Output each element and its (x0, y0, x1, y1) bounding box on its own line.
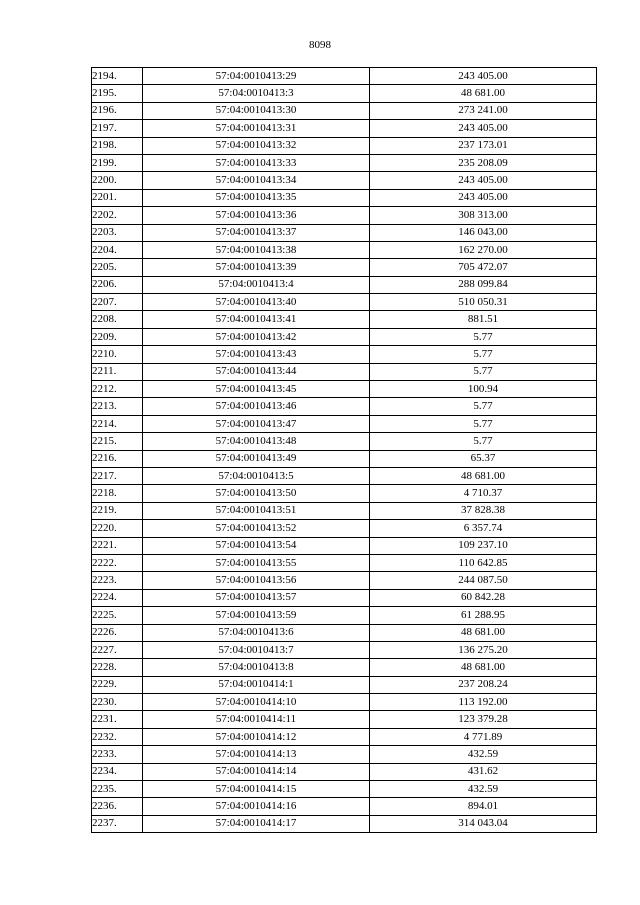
row-number-cell: 2209. (92, 328, 143, 345)
value-cell: 48 681.00 (370, 624, 597, 641)
table-row (92, 311, 597, 328)
table-row (92, 659, 597, 676)
cadastral-number-cell: 57:04:0010413:32 (143, 137, 370, 154)
page-number: 8098 (309, 39, 331, 51)
row-number-cell: 2224. (92, 589, 143, 606)
cadastral-number-cell: 57:04:0010413:6 (143, 624, 370, 641)
row-number-cell: 2196. (92, 102, 143, 119)
value-cell: 65.37 (370, 450, 597, 467)
cadastral-number-cell: 57:04:0010413:57 (143, 589, 370, 606)
row-number-cell: 2205. (92, 259, 143, 276)
value-cell: 60 842.28 (370, 589, 597, 606)
value-cell: 243 405.00 (370, 68, 597, 85)
row-number-cell: 2222. (92, 554, 143, 571)
value-cell: 4 771.89 (370, 728, 597, 745)
table-row (92, 346, 597, 363)
table-row (92, 294, 597, 311)
table-row (92, 572, 597, 589)
value-cell: 5.77 (370, 415, 597, 432)
cadastral-number-cell: 57:04:0010413:40 (143, 294, 370, 311)
row-number-cell: 2225. (92, 607, 143, 624)
row-number-cell: 2200. (92, 172, 143, 189)
value-cell: 136 275.20 (370, 641, 597, 658)
value-cell: 5.77 (370, 363, 597, 380)
row-number-cell: 2221. (92, 537, 143, 554)
row-number-cell: 2204. (92, 241, 143, 258)
cadastral-number-cell: 57:04:0010413:48 (143, 433, 370, 450)
row-number-cell: 2210. (92, 346, 143, 363)
row-number-cell: 2237. (92, 815, 143, 832)
table-row (92, 120, 597, 137)
cadastral-number-cell: 57:04:0010413:54 (143, 537, 370, 554)
cadastral-value-table (91, 67, 597, 833)
table-row (92, 520, 597, 537)
cadastral-number-cell: 57:04:0010413:4 (143, 276, 370, 293)
cadastral-number-cell: 57:04:0010413:38 (143, 241, 370, 258)
value-cell: 123 379.28 (370, 711, 597, 728)
cadastral-number-cell: 57:04:0010414:11 (143, 711, 370, 728)
value-cell: 237 173.01 (370, 137, 597, 154)
value-cell: 288 099.84 (370, 276, 597, 293)
table-row (92, 207, 597, 224)
table-row (92, 624, 597, 641)
table-row (92, 381, 597, 398)
table-row (92, 450, 597, 467)
value-cell: 5.77 (370, 433, 597, 450)
table-row (92, 607, 597, 624)
cadastral-number-cell: 57:04:0010413:47 (143, 415, 370, 432)
table-row (92, 641, 597, 658)
value-cell: 6 357.74 (370, 520, 597, 537)
row-number-cell: 2220. (92, 520, 143, 537)
cadastral-number-cell: 57:04:0010414:10 (143, 694, 370, 711)
cadastral-number-cell: 57:04:0010413:52 (143, 520, 370, 537)
cadastral-number-cell: 57:04:0010413:51 (143, 502, 370, 519)
row-number-cell: 2199. (92, 154, 143, 171)
value-cell: 5.77 (370, 346, 597, 363)
row-number-cell: 2230. (92, 694, 143, 711)
table-row (92, 815, 597, 832)
cadastral-number-cell: 57:04:0010413:35 (143, 189, 370, 206)
table-row (92, 102, 597, 119)
table-row (92, 554, 597, 571)
value-cell: 705 472.07 (370, 259, 597, 276)
value-cell: 894.01 (370, 798, 597, 815)
value-cell: 61 288.95 (370, 607, 597, 624)
row-number-cell: 2195. (92, 85, 143, 102)
table-row (92, 241, 597, 258)
row-number-cell: 2197. (92, 120, 143, 137)
value-cell: 5.77 (370, 328, 597, 345)
cadastral-number-cell: 57:04:0010413:59 (143, 607, 370, 624)
cadastral-number-cell: 57:04:0010413:34 (143, 172, 370, 189)
row-number-cell: 2212. (92, 381, 143, 398)
value-cell: 243 405.00 (370, 189, 597, 206)
table-row (92, 398, 597, 415)
cadastral-number-cell: 57:04:0010413:37 (143, 224, 370, 241)
cadastral-number-cell: 57:04:0010413:43 (143, 346, 370, 363)
row-number-cell: 2201. (92, 189, 143, 206)
table-row (92, 485, 597, 502)
cadastral-number-cell: 57:04:0010413:29 (143, 68, 370, 85)
row-number-cell: 2235. (92, 781, 143, 798)
cadastral-number-cell: 57:04:0010413:33 (143, 154, 370, 171)
value-cell: 110 642.85 (370, 554, 597, 571)
cadastral-number-cell: 57:04:0010413:41 (143, 311, 370, 328)
cadastral-number-cell: 57:04:0010413:7 (143, 641, 370, 658)
cadastral-number-cell: 57:04:0010414:1 (143, 676, 370, 693)
row-number-cell: 2219. (92, 502, 143, 519)
value-cell: 109 237.10 (370, 537, 597, 554)
row-number-cell: 2234. (92, 763, 143, 780)
value-cell: 100.94 (370, 381, 597, 398)
value-cell: 235 208.09 (370, 154, 597, 171)
value-cell: 113 192.00 (370, 694, 597, 711)
table-row (92, 154, 597, 171)
table-row (92, 68, 597, 85)
cadastral-number-cell: 57:04:0010413:49 (143, 450, 370, 467)
row-number-cell: 2215. (92, 433, 143, 450)
cadastral-number-cell: 57:04:0010413:45 (143, 381, 370, 398)
table-row (92, 711, 597, 728)
value-cell: 432.59 (370, 746, 597, 763)
row-number-cell: 2216. (92, 450, 143, 467)
cadastral-number-cell: 57:04:0010413:36 (143, 207, 370, 224)
cadastral-number-cell: 57:04:0010413:55 (143, 554, 370, 571)
row-number-cell: 2211. (92, 363, 143, 380)
row-number-cell: 2228. (92, 659, 143, 676)
cadastral-number-cell: 57:04:0010413:42 (143, 328, 370, 345)
cadastral-number-cell: 57:04:0010413:31 (143, 120, 370, 137)
value-cell: 881.51 (370, 311, 597, 328)
row-number-cell: 2203. (92, 224, 143, 241)
value-cell: 432.59 (370, 781, 597, 798)
table-row (92, 763, 597, 780)
table-row (92, 781, 597, 798)
value-cell: 48 681.00 (370, 659, 597, 676)
cadastral-number-cell: 57:04:0010414:12 (143, 728, 370, 745)
value-cell: 314 043.04 (370, 815, 597, 832)
value-cell: 4 710.37 (370, 485, 597, 502)
cadastral-number-cell: 57:04:0010414:13 (143, 746, 370, 763)
cadastral-number-cell: 57:04:0010414:17 (143, 815, 370, 832)
row-number-cell: 2202. (92, 207, 143, 224)
table-row (92, 328, 597, 345)
cadastral-number-cell: 57:04:0010413:39 (143, 259, 370, 276)
cadastral-number-cell: 57:04:0010413:44 (143, 363, 370, 380)
cadastral-number-cell: 57:04:0010414:14 (143, 763, 370, 780)
row-number-cell: 2213. (92, 398, 143, 415)
value-cell: 146 043.00 (370, 224, 597, 241)
value-cell: 48 681.00 (370, 467, 597, 484)
row-number-cell: 2236. (92, 798, 143, 815)
row-number-cell: 2231. (92, 711, 143, 728)
row-number-cell: 2226. (92, 624, 143, 641)
table-row (92, 189, 597, 206)
table-row (92, 467, 597, 484)
cadastral-number-cell: 57:04:0010414:16 (143, 798, 370, 815)
cadastral-number-cell: 57:04:0010414:15 (143, 781, 370, 798)
table-row (92, 798, 597, 815)
table-row (92, 276, 597, 293)
value-cell: 237 208.24 (370, 676, 597, 693)
row-number-cell: 2227. (92, 641, 143, 658)
row-number-cell: 2214. (92, 415, 143, 432)
table-row (92, 746, 597, 763)
value-cell: 244 087.50 (370, 572, 597, 589)
row-number-cell: 2217. (92, 467, 143, 484)
row-number-cell: 2229. (92, 676, 143, 693)
table-row (92, 676, 597, 693)
cadastral-number-cell: 57:04:0010413:50 (143, 485, 370, 502)
row-number-cell: 2206. (92, 276, 143, 293)
value-cell: 48 681.00 (370, 85, 597, 102)
row-number-cell: 2207. (92, 294, 143, 311)
table-row (92, 694, 597, 711)
value-cell: 308 313.00 (370, 207, 597, 224)
value-cell: 510 050.31 (370, 294, 597, 311)
cadastral-number-cell: 57:04:0010413:46 (143, 398, 370, 415)
row-number-cell: 2218. (92, 485, 143, 502)
row-number-cell: 2232. (92, 728, 143, 745)
cadastral-number-cell: 57:04:0010413:8 (143, 659, 370, 676)
value-cell: 37 828.38 (370, 502, 597, 519)
table-row (92, 172, 597, 189)
table-row (92, 415, 597, 432)
table-row (92, 224, 597, 241)
value-cell: 243 405.00 (370, 120, 597, 137)
value-cell: 273 241.00 (370, 102, 597, 119)
cadastral-number-cell: 57:04:0010413:3 (143, 85, 370, 102)
value-cell: 162 270.00 (370, 241, 597, 258)
table-row (92, 85, 597, 102)
table-row (92, 137, 597, 154)
row-number-cell: 2223. (92, 572, 143, 589)
cadastral-number-cell: 57:04:0010413:56 (143, 572, 370, 589)
table-row (92, 363, 597, 380)
value-cell: 431.62 (370, 763, 597, 780)
table-row (92, 433, 597, 450)
row-number-cell: 2233. (92, 746, 143, 763)
table-row (92, 728, 597, 745)
row-number-cell: 2198. (92, 137, 143, 154)
value-cell: 5.77 (370, 398, 597, 415)
row-number-cell: 2208. (92, 311, 143, 328)
table-row (92, 537, 597, 554)
table-row (92, 589, 597, 606)
cadastral-number-cell: 57:04:0010413:30 (143, 102, 370, 119)
table-body (92, 68, 597, 833)
table-row (92, 502, 597, 519)
cadastral-number-cell: 57:04:0010413:5 (143, 467, 370, 484)
table-row (92, 259, 597, 276)
row-number-cell: 2194. (92, 68, 143, 85)
value-cell: 243 405.00 (370, 172, 597, 189)
